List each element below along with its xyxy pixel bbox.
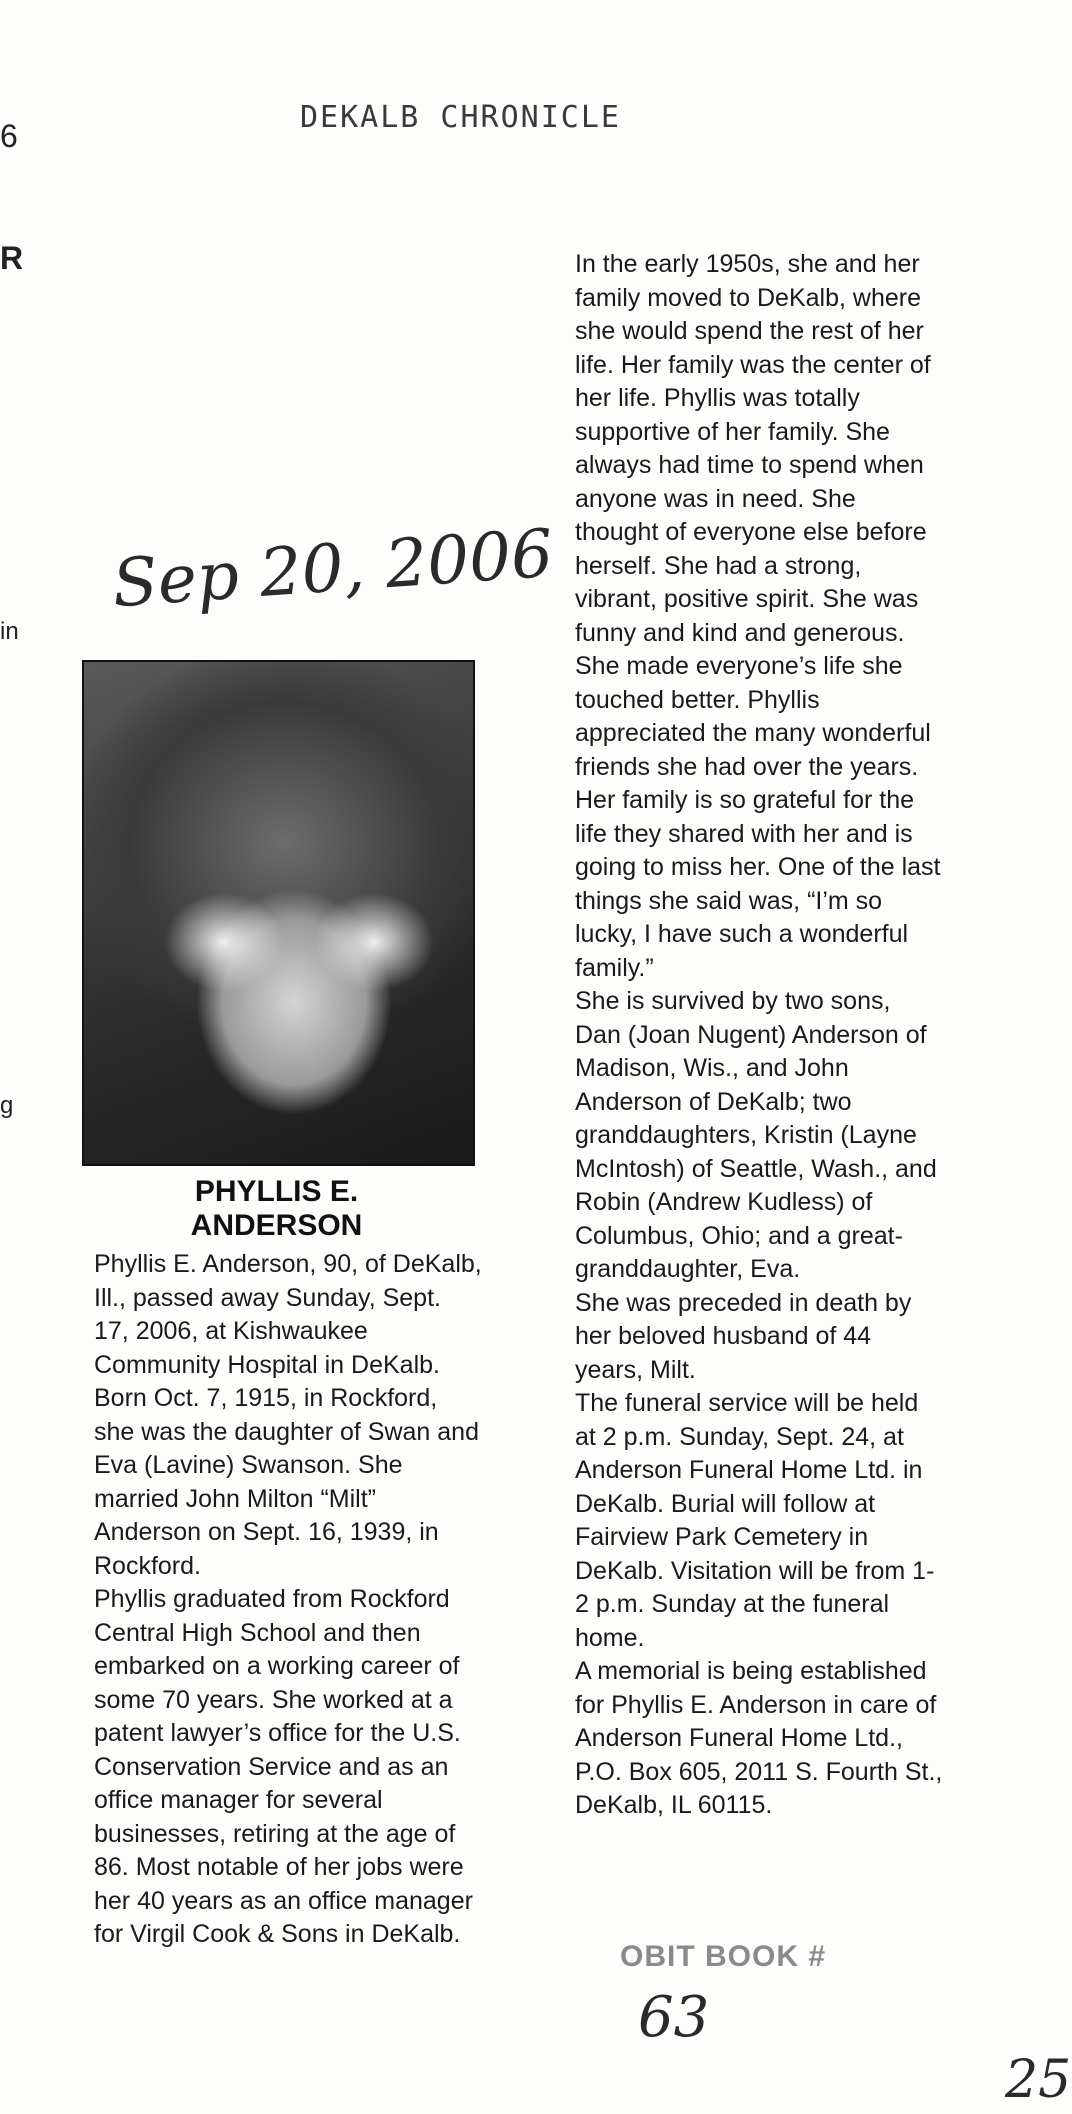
margin-fragment: in [0, 618, 19, 645]
paragraph: She is survived by two sons, Dan (Joan Nugent) Anderson of Madison, Wis., and John Anderson of DeKalb; two granddaughters, Kristin (Layne McIntosh) of Seattle, Wash., and Robin (Andrew Kudless) of Columbus, Ohio; and a great-granddaughter, Eva. [575, 987, 937, 1283]
obituary-heading [82, 1175, 471, 1243]
name-line-2: ANDERSON [190, 1209, 363, 1242]
paragraph: She was preceded in death by her beloved husband of 44 years, Milt. [575, 1288, 912, 1384]
margin-fragment: 6 [0, 118, 18, 154]
paragraph: The funeral service will be held at 2 p.m. Sunday, Sept. 24, at Anderson Funeral Home Ltd. in DeKalb. Burial will follow at Fairview Park Cemetery in DeKalb. Visitation will be from 1-2 p.m. Sunday at the funeral home. [575, 1389, 935, 1652]
margin-fragment: g [0, 1092, 14, 1119]
name-line-1: PHYLLIS E. [194, 1175, 359, 1208]
paragraph: Phyllis graduated from Rockford Central High School and then embarked on a working career of some 70 years. She worked at a patent lawyer’s office for the U.S. Conservation Service and as an office manager for several businesses, retiring at the age of 86. Most notable of her jobs were her 40 years as an office manager for Virgil Cook & Sons in DeKalb. [94, 1585, 473, 1948]
newspaper-masthead: DEKALB CHRONICLE [300, 100, 621, 135]
margin-fragment: R [0, 240, 24, 276]
right-column [543, 248, 943, 1823]
obit-book-stamp: OBIT BOOK # [620, 1940, 827, 1973]
paragraph: Phyllis E. Anderson, 90, of DeKalb, Ill., passed away Sunday, Sept. 17, 2006, at Kishwaukee Community Hospital in DeKalb. [94, 1250, 482, 1379]
handwritten-book-number: 63 [638, 1985, 710, 2050]
paragraph: Born Oct. 7, 1915, in Rockford, she was the daughter of Swan and Eva (Lavine) Swanson. She married John Milton “Milt” Anderson on Sept. 16, 1939, in Rockford. [94, 1384, 479, 1580]
handwritten-date: Sep 20, 2006 [109, 514, 556, 623]
left-column [62, 1248, 482, 1952]
paragraph: In the early 1950s, she and her family moved to DeKalb, where she would spend the rest of her life. Her family was the center of her life. Phyllis was totally supportive of her family. She always had time to spend when anyone was in need. She thought of everyone else before herself. She had a strong, vibrant, positive spirit. She was funny and kind and generous. She made everyone’s life she touched better. Phyllis appreciated the many wonderful friends she had over the years. Her family is so grateful for the life they shared with her and is going to miss her. One of the last things she said was, “I’m so lucky, I have such a wonderful family.” [575, 250, 941, 982]
paragraph: A memorial is being established for Phyllis E. Anderson in care of Anderson Funeral Home Ltd., P.O. Box 605, 2011 S. Fourth St., DeKalb, IL 60115. [575, 1657, 943, 1819]
portrait-photo [82, 660, 475, 1166]
handwritten-corner-mark: 25 [1005, 2050, 1072, 2110]
